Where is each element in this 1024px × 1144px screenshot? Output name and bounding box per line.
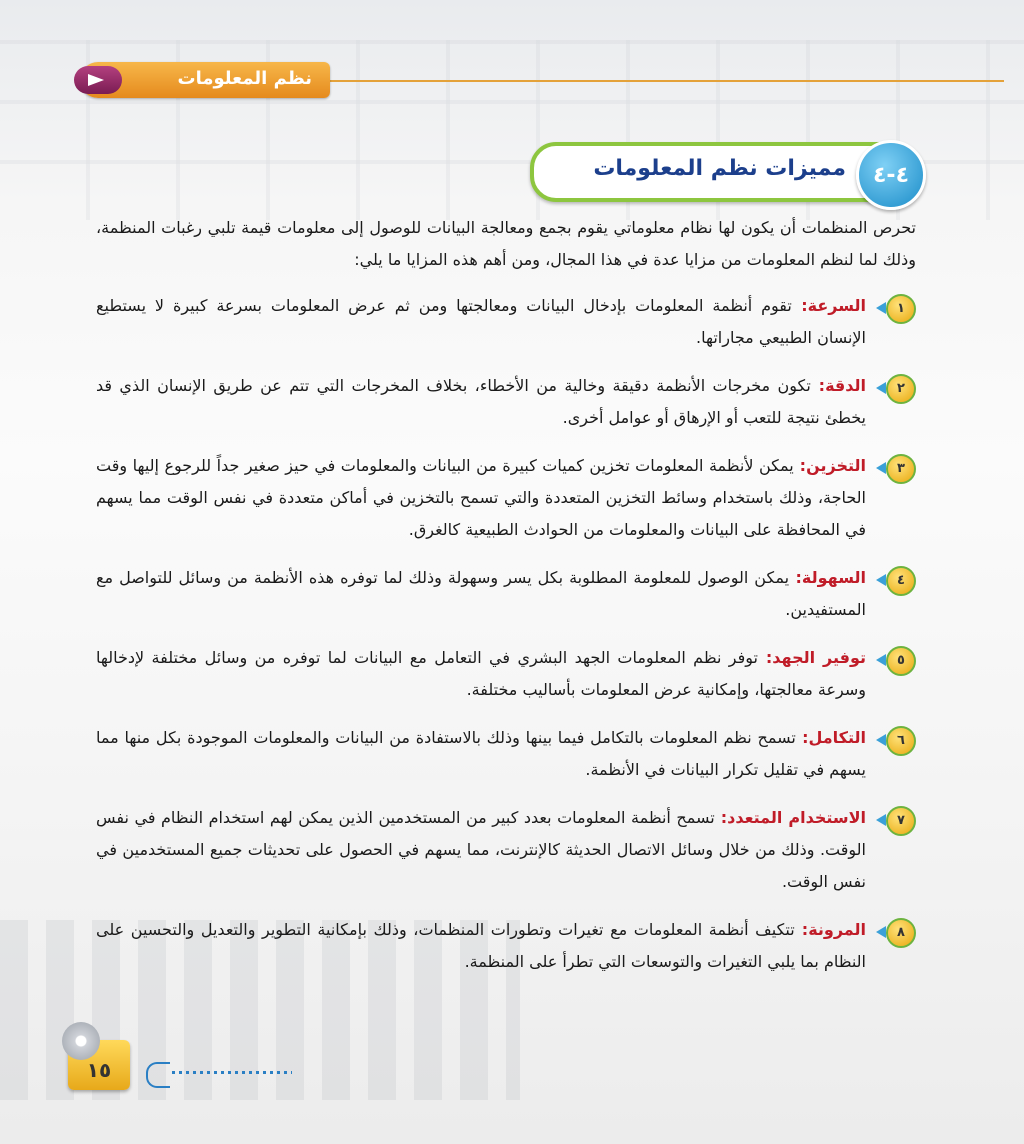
feature-item (96, 722, 916, 786)
item-colon: : (810, 376, 826, 395)
item-number-badge: ٦ (886, 726, 916, 756)
item-term: توفير الجهد (772, 648, 866, 667)
page-number: ١٥ (86, 1058, 112, 1082)
intro-paragraph: تحرص المنظمات أن يكون لها نظام معلوماتي يقوم بجمع ومعالجة البيانات للوصول إلى معلومات قيمة تلبي رغبات المنظمة، وذلك لما لنظم المعلومات من مزايا عدة في هذا المجال، ومن أهم هذه المزايا ما يلي: (96, 218, 916, 269)
item-number-badge: ١ (886, 294, 916, 324)
pointer-arrow-icon (876, 382, 886, 394)
arrow-dots (172, 1071, 292, 1074)
item-colon: : (789, 568, 802, 587)
arrow-head (146, 1062, 170, 1088)
main-content (96, 212, 916, 994)
item-term: المرونة (808, 920, 867, 939)
item-term: السرعة (807, 296, 867, 315)
item-number-badge: ٨ (886, 918, 916, 948)
item-colon: : (794, 920, 809, 939)
item-number-badge: ٥ (886, 646, 916, 676)
section-title: مميزات نظم المعلومات (593, 156, 846, 181)
item-colon: : (714, 808, 728, 827)
item-term: الدقة (825, 376, 867, 395)
pointer-arrow-icon (876, 574, 886, 586)
feature-list (96, 290, 916, 978)
feature-item (96, 450, 916, 546)
item-term: الاستخدام المتعدد (727, 808, 867, 827)
item-text: يمكن لأنظمة المعلومات تخزين كميات كبيرة من البيانات والمعلومات في حيز صغير جداً للرجوع إليها وقت الحاجة، وذلك باستخدام وسائط التخزين المتعددة والتي تسمح بالتخزين في أماكن متعددة في نفس الوقت مما يسهم في المحافظة على البيانات والمعلومات من الحوادث الطبيعية كالغرق. (96, 456, 866, 539)
item-text: تتكيف أنظمة المعلومات مع تغيرات وتطورات المنظمات، وذلك بإمكانية التطوير والتعديل والتحسين على النظام بما يلبي التغيرات والتوسعات التي تطرأ على المنظمة. (96, 920, 866, 971)
item-colon: : (758, 648, 773, 667)
disc-icon (62, 1022, 100, 1060)
pointer-arrow-icon (876, 462, 886, 474)
item-term: السهولة (801, 568, 866, 587)
item-number-badge: ٢ (886, 374, 916, 404)
item-term: التخزين (806, 456, 867, 475)
feature-item (96, 914, 916, 978)
pointer-arrow-icon (876, 654, 886, 666)
item-text: توفر نظم المعلومات الجهد البشري في التعامل مع البيانات لما توفره من وسائل مختلفة لإدخالها وسرعة معالجتها، وإمكانية عرض المعلومات بأساليب مختلفة. (96, 648, 866, 699)
pointer-arrow-icon (876, 302, 886, 314)
item-colon: : (791, 296, 808, 315)
item-colon: : (795, 728, 809, 747)
item-text: تسمح أنظمة المعلومات بعدد كبير من المستخدمين الذين يمكن لهم استخدام النظام في نفس الوقت. وذلك من خلال وسائل الاتصال الحديثة كالإنترنت، مما يسهم في الحصول على تحديثات جميع المستخدمين في نفس الوقت. (96, 808, 866, 891)
arrow-right-icon (74, 66, 122, 94)
section-header-tag (80, 62, 330, 98)
feature-item (96, 562, 916, 626)
item-number-badge: ٧ (886, 806, 916, 836)
feature-item (96, 290, 916, 354)
feature-item (96, 802, 916, 898)
item-number-badge: ٣ (886, 454, 916, 484)
item-text: يمكن الوصول للمعلومة المطلوبة بكل يسر وسهولة وذلك لما توفره هذه الأنظمة من وسائل للتواصل مع المستفيدين. (96, 568, 866, 619)
item-term: التكامل (808, 728, 866, 747)
section-number-badge: ٤-٤ (856, 140, 926, 210)
pointer-arrow-icon (876, 734, 886, 746)
item-text: تقوم أنظمة المعلومات بإدخال البيانات ومعالجتها ومن ثم عرض المعلومات بسرعة كبيرة لا يستطيع الإنسان الطبيعي مجاراتها. (96, 296, 866, 347)
feature-item (96, 370, 916, 434)
pointer-arrow-icon (876, 814, 886, 826)
item-number-badge: ٤ (886, 566, 916, 596)
back-arrow-icon[interactable] (146, 1060, 296, 1084)
item-text: تكون مخرجات الأنظمة دقيقة وخالية من الأخطاء، بخلاف المخرجات التي تتم عن طريق الإنسان الذي قد يخطئ نتيجة للتعب أو الإرهاق أو عوامل أخرى. (96, 376, 866, 427)
section-title-box (530, 142, 918, 202)
cd-folder-icon (68, 1040, 130, 1090)
item-text: تسمح نظم المعلومات بالتكامل فيما بينها وذلك بالاستفادة من البيانات والمعلومات الموجودة بكل منها مما يسهم في تقليل تكرار البيانات في الأنظمة. (96, 728, 866, 779)
pointer-arrow-icon (876, 926, 886, 938)
section-header-label: نظم المعلومات (177, 68, 312, 89)
feature-item (96, 642, 916, 706)
item-colon: : (793, 456, 807, 475)
